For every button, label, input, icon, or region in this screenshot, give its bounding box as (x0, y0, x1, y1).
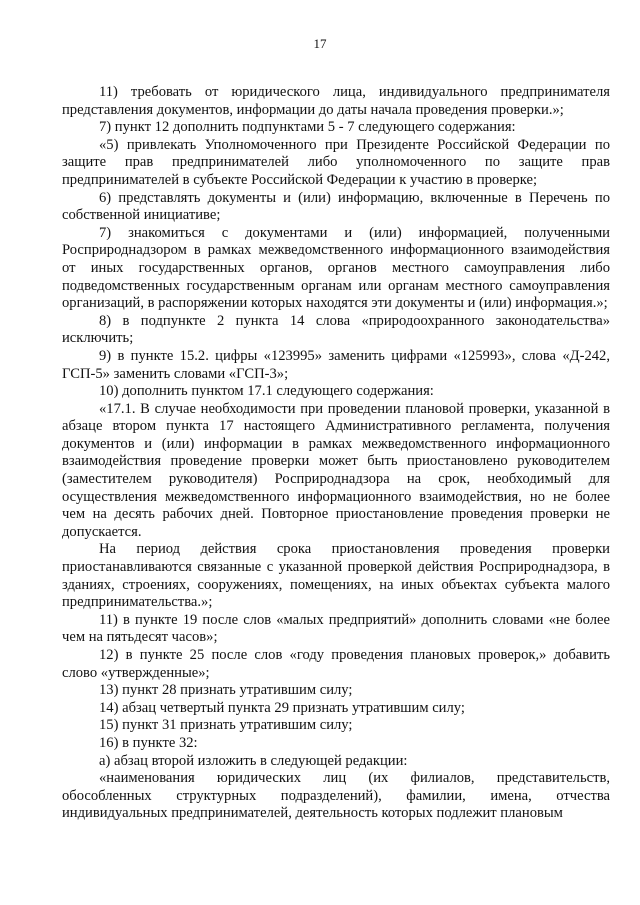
paragraph: 15) пункт 31 признать утратившим силу; (99, 717, 353, 734)
paragraph: 11) требовать от юридического лица, индивидуального предпринимателя представления документов, информации до даты начала проведения проверки.»; (62, 84, 610, 118)
paragraph: 8) в подпункте 2 пункта 14 слова «природоохранного законодательства» исключить; (62, 312, 610, 347)
paragraph: а) абзац второй изложить в следующей редакции: (99, 752, 408, 769)
paragraph: 11) в пункте 19 после слов «малых предприятий» дополнить словами «не более чем на пятьдесят часов»; (62, 611, 610, 646)
paragraph: 6) представлять документы и (или) информацию, включенные в Перечень по собственной инициативе; (62, 189, 610, 224)
paragraph: 13) пункт 28 признать утратившим силу; (99, 682, 353, 699)
paragraph: 12) в пункте 25 после слов «году проведения плановых проверок,» добавить слово «утвержденные»; (62, 647, 610, 681)
page-number: 17 (313, 36, 327, 51)
paragraph: «17.1. В случае необходимости при проведении плановой проверки, указанной в абзаце втором пункта 17 настоящего Административного регламента, получения документов и (или) информации в рамках межведомственного информационного взаимодействия проведение проверки может быть приостановлено руководителем (заместителем руководителя) Росприроднадзора на срок, необходимый для осуществления межведомственного информационного взаимодействия, но не более чем на десять рабочих дней. Повторное приостановление проведения проверки не допускается. (62, 400, 610, 540)
paragraph: «5) привлекать Уполномоченного при Президенте Российской Федерации по защите прав предпринимателей либо уполномоченного по защите прав предпринимателей в субъекте Российской Федерации к участию в проверке; (62, 136, 610, 188)
paragraph: 16) в пункте 32: (99, 734, 198, 751)
paragraph: 10) дополнить пунктом 17.1 следующего содержания: (99, 383, 434, 400)
paragraph: «наименования юридических лиц (их филиалов, представительств, обособленных структурных подразделений), фамилии, имена, отчества индивидуальных предпринимателей, деятельность которых подлежит плановым (62, 770, 610, 822)
document-body (62, 84, 610, 823)
paragraph: 7) пункт 12 дополнить подпунктами 5 - 7 следующего содержания: (99, 119, 516, 136)
paragraph: 9) в пункте 15.2. цифры «123995» заменить цифрами «125993», слова «Д-242, ГСП-5» заменить словами «ГСП-3»; (62, 347, 610, 382)
paragraph: 14) абзац четвертый пункта 29 признать утратившим силу; (99, 699, 465, 716)
paragraph: 7) знакомиться с документами и (или) информацией, полученными Росприроднадзором в рамках межведомственного информационного взаимодействия от иных государственных органов, органов местного самоуправления либо подведомственных государственным органам или органам местного самоуправления организаций, в распоряжении которых находятся эти документы и (или) информация.»; (62, 224, 610, 312)
paragraph: На период действия срока приостановления проведения проверки приостанавливаются связанные с указанной проверкой действия Росприроднадзора, в зданиях, строениях, сооружениях, помещениях, на иных объектах субъекта малого предпринимательства.»; (62, 541, 610, 611)
